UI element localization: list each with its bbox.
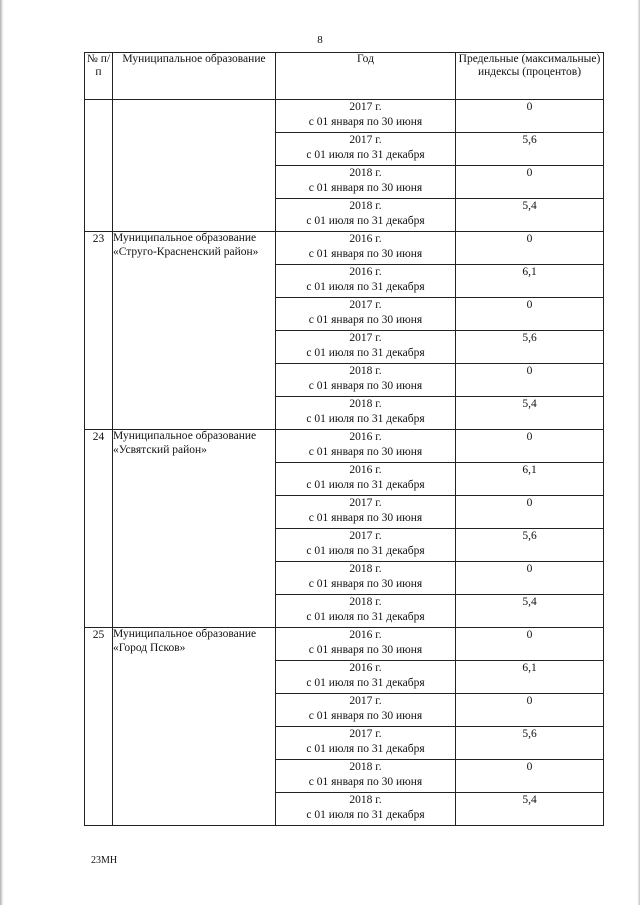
index-value: 0 [456,364,604,397]
year-cell [276,265,456,298]
row-num-cell: 25 [85,628,113,826]
year-label: 2018 г. [349,365,382,377]
index-value: 0 [456,166,604,199]
index-value: 5,4 [456,595,604,628]
year-label: 2018 г. [349,761,382,773]
period-label: с 01 января по 30 июня [308,644,423,656]
year-label: 2018 г. [349,596,382,608]
year-cell [276,661,456,694]
period-label: с 01 июля по 31 декабря [306,413,425,425]
table-row [85,430,604,463]
period-label: с 01 июля по 31 декабря [306,149,425,161]
period-label: с 01 июля по 31 декабря [306,743,425,755]
period-label: с 01 июля по 31 декабря [306,479,425,491]
index-value: 0 [456,232,604,265]
period-label: с 01 июля по 31 декабря [306,809,425,821]
year-cell [276,430,456,463]
index-value: 5,4 [456,397,604,430]
period-label: с 01 января по 30 июня [308,248,423,260]
index-value: 0 [456,760,604,793]
year-label: 2016 г. [349,266,382,278]
year-cell [276,463,456,496]
year-label: 2016 г. [349,464,382,476]
header-index: Предельные (максимальные) индексы (процентов) [456,53,604,100]
year-cell [276,166,456,199]
scan-edge-left [0,0,4,905]
period-label: с 01 июля по 31 декабря [306,347,425,359]
year-cell [276,232,456,265]
index-value: 0 [456,628,604,661]
year-cell [276,100,456,133]
header-year: Год [276,53,456,100]
municipality-cell [113,100,276,232]
year-cell [276,760,456,793]
index-value: 5,6 [456,727,604,760]
year-cell [276,298,456,331]
year-label: 2016 г. [349,629,382,641]
table-row [85,232,604,265]
index-value: 5,6 [456,133,604,166]
period-label: с 01 июля по 31 декабря [306,281,425,293]
year-label: 2017 г. [349,530,382,542]
year-label: 2018 г. [349,794,382,806]
year-cell [276,628,456,661]
year-cell [276,496,456,529]
index-value: 6,1 [456,661,604,694]
index-value: 0 [456,496,604,529]
period-label: с 01 января по 30 июня [308,182,423,194]
year-label: 2017 г. [349,101,382,113]
index-value: 5,6 [456,529,604,562]
page-number: 8 [317,34,323,46]
municipality-cell: Муниципальное образование «Город Псков» [113,628,276,826]
year-label: 2017 г. [349,134,382,146]
year-cell [276,364,456,397]
index-value: 6,1 [456,265,604,298]
period-label: с 01 января по 30 июня [308,446,423,458]
year-label: 2017 г. [349,299,382,311]
year-cell [276,595,456,628]
index-value: 0 [456,298,604,331]
period-label: с 01 января по 30 июня [308,776,423,788]
year-cell [276,562,456,595]
header-num: № п/п [85,53,113,100]
period-label: с 01 января по 30 июня [308,512,423,524]
year-cell [276,694,456,727]
year-label: 2018 г. [349,398,382,410]
table-row [85,628,604,661]
year-label: 2017 г. [349,332,382,344]
table-row [85,100,604,133]
index-value: 0 [456,100,604,133]
document-code: 23МН [91,855,118,866]
period-label: с 01 июля по 31 декабря [306,215,425,227]
year-label: 2018 г. [349,563,382,575]
period-label: с 01 января по 30 июня [308,578,423,590]
year-cell [276,331,456,364]
year-cell [276,727,456,760]
year-label: 2017 г. [349,728,382,740]
row-num-cell: 24 [85,430,113,628]
header-municipality: Муниципальное образование [113,53,276,100]
index-value: 5,4 [456,199,604,232]
year-cell [276,793,456,826]
period-label: с 01 июля по 31 декабря [306,545,425,557]
index-value: 5,6 [456,331,604,364]
tariff-index-table [84,52,604,826]
row-num-cell: 23 [85,232,113,430]
index-value: 0 [456,562,604,595]
year-label: 2018 г. [349,200,382,212]
municipality-cell: Муниципальное образование «Струго-Красненский район» [113,232,276,430]
year-label: 2018 г. [349,167,382,179]
index-value: 5,4 [456,793,604,826]
municipality-cell: Муниципальное образование «Усвятский район» [113,430,276,628]
row-num-cell [85,100,113,232]
index-value: 6,1 [456,463,604,496]
year-label: 2017 г. [349,497,382,509]
table-header-row [85,53,604,100]
year-cell [276,529,456,562]
year-cell [276,133,456,166]
index-value: 0 [456,430,604,463]
year-cell [276,199,456,232]
period-label: с 01 января по 30 июня [308,380,423,392]
period-label: с 01 июля по 31 декабря [306,677,425,689]
period-label: с 01 июля по 31 декабря [306,611,425,623]
year-label: 2016 г. [349,662,382,674]
year-label: 2016 г. [349,431,382,443]
period-label: с 01 января по 30 июня [308,116,423,128]
index-value: 0 [456,694,604,727]
year-label: 2017 г. [349,695,382,707]
year-label: 2016 г. [349,233,382,245]
period-label: с 01 января по 30 июня [308,314,423,326]
period-label: с 01 января по 30 июня [308,710,423,722]
year-cell [276,397,456,430]
